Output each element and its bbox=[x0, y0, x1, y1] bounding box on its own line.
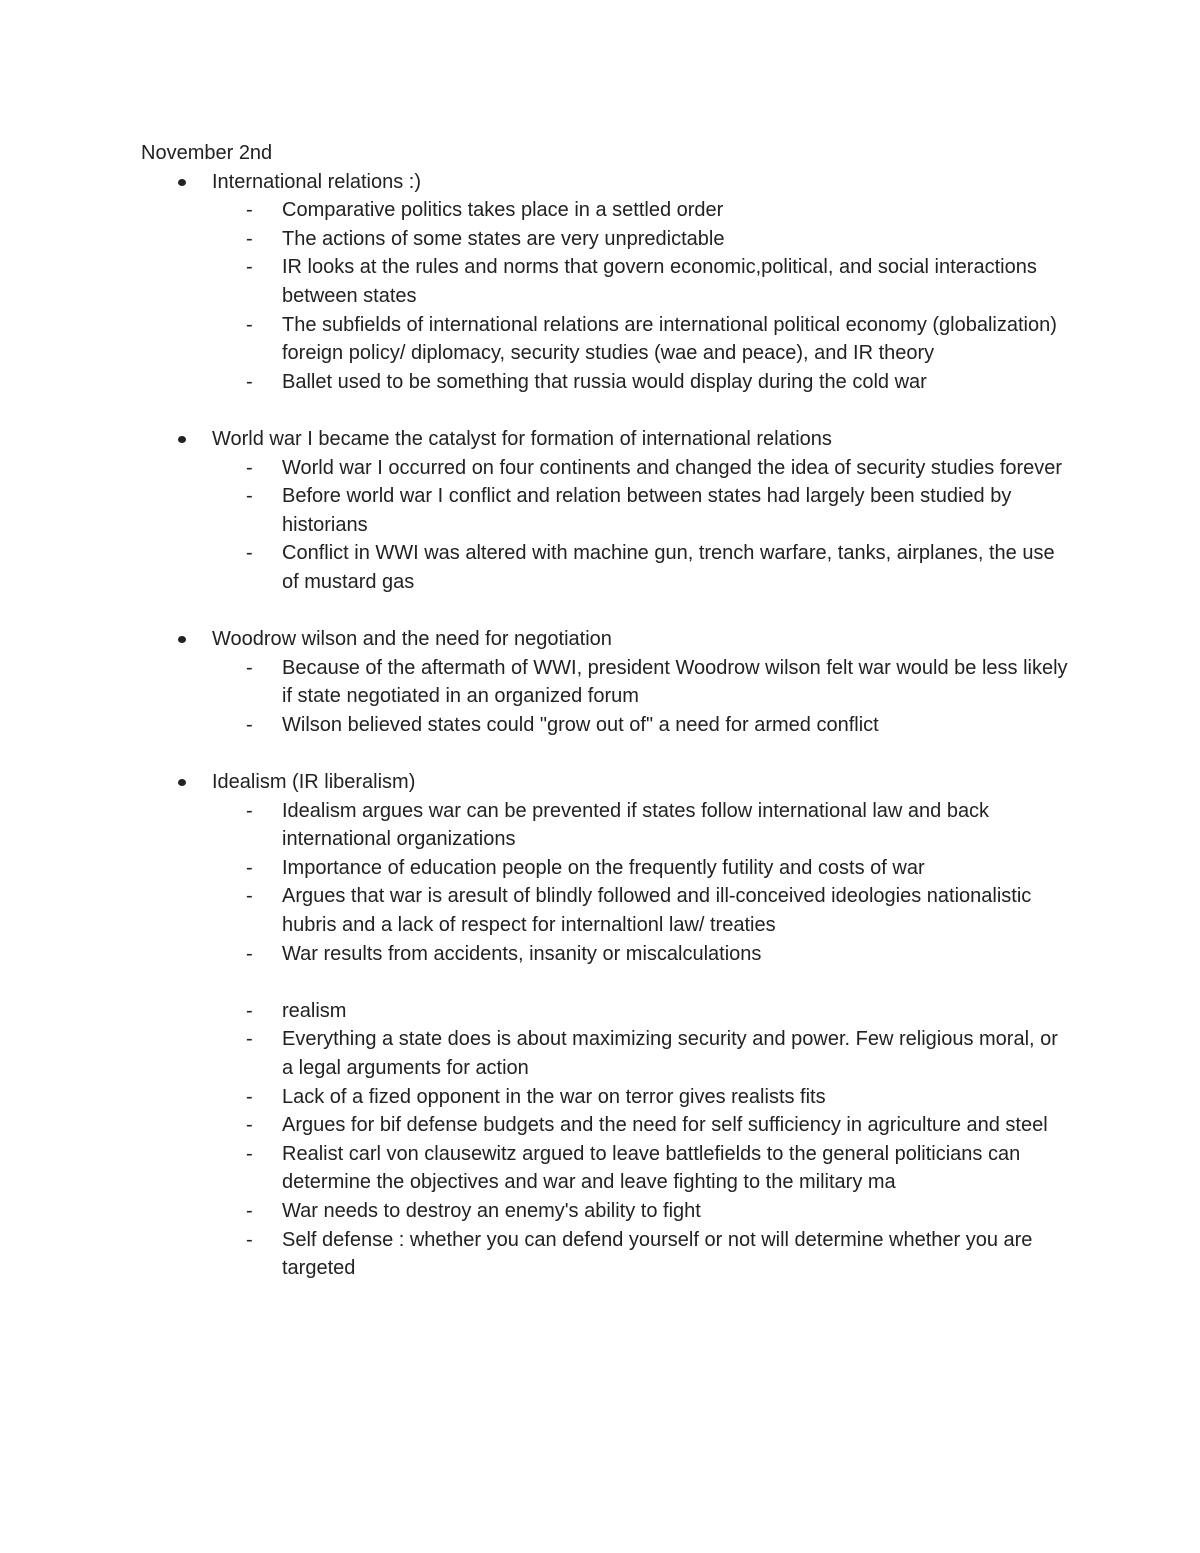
list-item bbox=[141, 225, 1071, 254]
dash-icon: - bbox=[246, 885, 253, 908]
dash-icon: - bbox=[246, 485, 253, 508]
dash-icon: - bbox=[246, 227, 253, 250]
dash-list bbox=[141, 654, 1071, 740]
dash-icon: - bbox=[246, 256, 253, 279]
dash-icon: - bbox=[246, 456, 253, 479]
section-woodrow-wilson bbox=[141, 625, 1071, 739]
list-item-text: The actions of some states are very unpredictable bbox=[282, 227, 725, 250]
dash-icon: - bbox=[246, 542, 253, 565]
document-page bbox=[141, 139, 1071, 1283]
list-item bbox=[141, 1140, 1071, 1197]
list-item bbox=[141, 1083, 1071, 1112]
dash-icon: - bbox=[246, 942, 253, 965]
dash-icon: - bbox=[246, 656, 253, 679]
list-item-text: Argues that war is aresult of blindly followed and ill-conceived ideologies nationalistic hubris and a lack of respect for internaltionl law/ treaties bbox=[282, 885, 1032, 937]
list-item-text: The subfields of international relations are international political economy (globalization) foreign policy/ diplomacy, security studies (wae and peace), and IR theory bbox=[282, 313, 1057, 365]
list-item bbox=[141, 368, 1071, 397]
bullet-heading-text: International relations :) bbox=[212, 170, 422, 193]
list-item-text: realism bbox=[282, 999, 347, 1022]
dash-icon: - bbox=[246, 313, 253, 336]
bullet-dot-icon bbox=[178, 779, 186, 786]
list-item-text: Conflict in WWI was altered with machine gun, trench warfare, tanks, airplanes, the use of mustard gas bbox=[282, 542, 1055, 593]
list-item bbox=[141, 654, 1071, 711]
dash-icon: - bbox=[246, 199, 253, 222]
bullet-dot-icon bbox=[178, 636, 186, 643]
list-item bbox=[141, 1197, 1071, 1226]
list-item bbox=[141, 711, 1071, 740]
document-title: November 2nd bbox=[141, 142, 273, 164]
dash-icon: - bbox=[246, 1085, 253, 1108]
list-item-text: Realist carl von clausewitz argued to leave battlefields to the general politicians can determine the objectives and war and leave fighting to the military ma bbox=[282, 1142, 1021, 1194]
bullet-dot-icon bbox=[178, 436, 186, 443]
list-item-text: Idealism argues war can be prevented if states follow international law and back international organizations bbox=[282, 799, 990, 851]
list-item-text: Wilson believed states could "grow out of" a need for armed conflict bbox=[282, 713, 879, 736]
list-item bbox=[141, 482, 1071, 539]
list-item bbox=[141, 882, 1071, 939]
bullet-heading bbox=[141, 768, 1071, 797]
list-item-text: Argues for bif defense budgets and the need for self sufficiency in agriculture and steel bbox=[282, 1114, 1048, 1137]
dash-icon: - bbox=[246, 370, 253, 393]
list-item-text: World war I occurred on four continents and changed the idea of security studies forever bbox=[282, 456, 1063, 479]
dash-list bbox=[141, 196, 1071, 396]
list-item bbox=[141, 454, 1071, 483]
list-item bbox=[141, 196, 1071, 225]
bullet-heading bbox=[141, 168, 1071, 197]
dash-icon: - bbox=[246, 999, 253, 1022]
list-item bbox=[141, 1025, 1071, 1082]
list-item bbox=[141, 539, 1071, 596]
list-item bbox=[141, 1111, 1071, 1140]
section-world-war-one bbox=[141, 425, 1071, 597]
dash-icon: - bbox=[246, 1114, 253, 1137]
list-item bbox=[141, 311, 1071, 368]
list-item-text: Comparative politics takes place in a settled order bbox=[282, 199, 724, 222]
list-item-text: Before world war I conflict and relation between states had largely been studied by historians bbox=[282, 485, 1012, 536]
dash-icon: - bbox=[246, 713, 253, 736]
list-item bbox=[141, 940, 1071, 969]
list-item bbox=[141, 797, 1071, 854]
list-item bbox=[141, 1226, 1071, 1283]
dash-icon: - bbox=[246, 1228, 253, 1251]
dash-list bbox=[141, 797, 1071, 1283]
dash-icon: - bbox=[246, 1199, 253, 1222]
list-item-text: Ballet used to be something that russia would display during the cold war bbox=[282, 370, 927, 393]
dash-icon: - bbox=[246, 856, 253, 879]
list-item-text: Because of the aftermath of WWI, president Woodrow wilson felt war would be less likely if state negotiated in an organized forum bbox=[282, 656, 1068, 708]
list-item-text: War needs to destroy an enemy's ability to fight bbox=[282, 1199, 701, 1222]
section-international-relations bbox=[141, 168, 1071, 397]
bullet-heading bbox=[141, 425, 1071, 454]
list-item bbox=[141, 253, 1071, 310]
bullet-heading-text: World war I became the catalyst for formation of international relations bbox=[212, 427, 832, 450]
bullet-dot-icon bbox=[178, 179, 186, 186]
list-item-text: War results from accidents, insanity or miscalculations bbox=[282, 942, 762, 965]
dash-icon: - bbox=[246, 799, 253, 822]
dash-list bbox=[141, 454, 1071, 597]
bullet-heading-text: Idealism (IR liberalism) bbox=[212, 771, 416, 794]
bullet-heading bbox=[141, 625, 1071, 654]
list-item-text: Everything a state does is about maximizing security and power. Few religious moral, or a legal arguments for action bbox=[282, 1028, 1058, 1079]
bullet-heading-text: Woodrow wilson and the need for negotiation bbox=[212, 628, 612, 651]
dash-icon: - bbox=[246, 1028, 253, 1051]
dash-icon: - bbox=[246, 1142, 253, 1165]
list-item-text: Importance of education people on the frequently futility and costs of war bbox=[282, 856, 925, 879]
list-item bbox=[141, 997, 1071, 1026]
list-item-text: IR looks at the rules and norms that govern economic,political, and social interactions between states bbox=[282, 256, 1037, 307]
list-item bbox=[141, 854, 1071, 883]
list-item-text: Self defense : whether you can defend yourself or not will determine whether you are targeted bbox=[282, 1228, 1033, 1280]
list-item-text: Lack of a fized opponent in the war on terror gives realists fits bbox=[282, 1085, 826, 1108]
section-idealism bbox=[141, 768, 1071, 1283]
